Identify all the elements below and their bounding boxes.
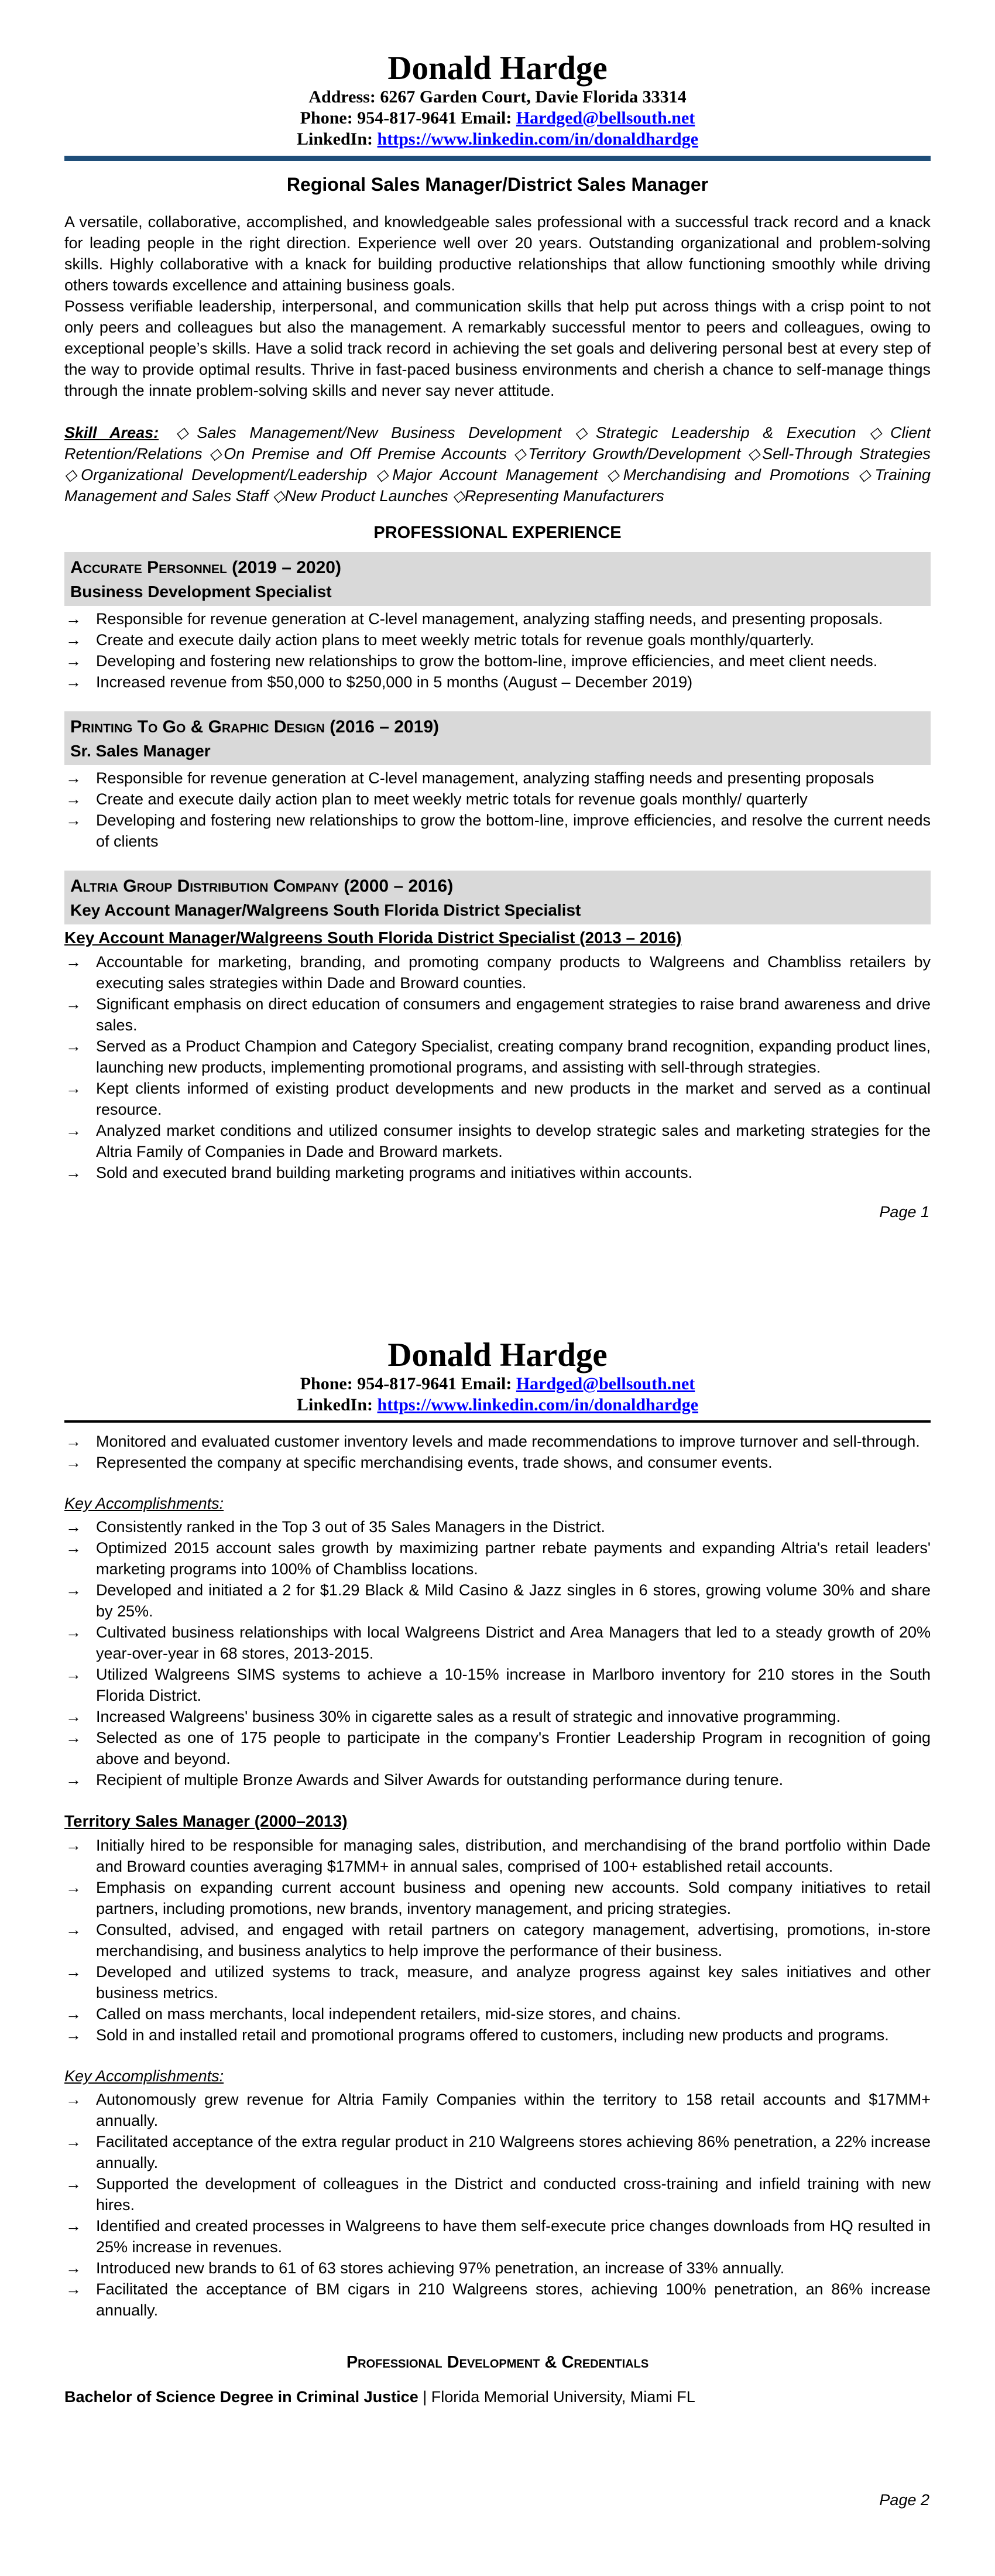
summary-paragraph-1: A versatile, collaborative, accomplished, and knowledgeable sales professional with a successful track record and a knack for leading people in the right direction. Experience well over 20 years. Outstanding organizational and problem-solving skills. Highly collaborative with a knack for building productive relationships that allow functioning smoothly while driving others towards excellence and attaining business goals. — [64, 213, 931, 294]
linkedin-line — [64, 1395, 931, 1416]
bullet-text: Responsible for revenue generation at C-level management, analyzing staffing needs, and presenting proposals. — [96, 610, 883, 628]
bullet-text: Analyzed market conditions and utilized consumer insights to develop strategic sales and marketing strategies for the Altria Family of Companies in Dade and Broward markets. — [96, 1122, 931, 1160]
bullet-item — [64, 1835, 931, 1877]
bullet-item — [64, 2173, 931, 2215]
bullet-item — [64, 2279, 931, 2321]
bullet-text: Supported the development of colleagues in the District and conducted cross-training and infield training with new hires. — [96, 2175, 931, 2214]
arrow-bullet-icon: → — [66, 1518, 81, 1536]
bullet-text: Called on mass merchants, local independent retailers, mid-size stores, and chains. — [96, 2005, 681, 2023]
page-number-label: Page 1 — [879, 1203, 929, 1221]
bullet-item — [64, 1162, 931, 1183]
job-header-shaded — [64, 871, 931, 924]
bullet-list — [64, 768, 931, 852]
header-divider-black — [64, 1420, 931, 1423]
territory-bullet-list — [64, 1835, 931, 2046]
skill-areas — [64, 422, 931, 506]
linkedin-label: LinkedIn: — [296, 129, 378, 149]
summary-paragraph-2: Possess verifiable leadership, interpersonal, and communication skills that help put across things with a crisp point to not only peers and colleagues but also the management. A remarkably successful mentor to peers and colleagues, owing to exceptional people’s skills. Have a solid track record in achieving the set goals and delivering personal best at every step of the way to provide optimal results. Thrive in fast-paced business environments and cherish a chance to self-manage things through the innate problem-solving skills and never say never attitude. — [64, 297, 931, 399]
degree-name: Bachelor of Science Degree in Criminal Justice — [64, 2388, 418, 2406]
page1-name-title: Donald Hardge — [387, 50, 608, 87]
bullet-item — [64, 2258, 931, 2279]
key-accomplishments-list-1 — [64, 1516, 931, 1790]
arrow-bullet-icon: → — [66, 1921, 81, 1938]
arrow-bullet-icon: → — [66, 1666, 81, 1683]
bullet-text: Kept clients informed of existing product developments and new products in the market and served as a continual resource. — [96, 1080, 931, 1118]
linkedin-line — [64, 129, 931, 150]
bullet-text: Facilitated acceptance of the extra regular product in 210 Walgreens stores achieving 86% penetration, a 22% increase annually. — [96, 2133, 931, 2171]
bullet-text: Served as a Product Champion and Category Specialist, creating company brand recognition, expanding product lines, launching new products, implementing promotional programs, and assisting with sell-through strategies. — [96, 1037, 931, 1076]
bullet-item — [64, 1664, 931, 1706]
bullet-text: Selected as one of 175 people to participate in the company's Frontier Leadership Program in recognition of going above and beyond. — [96, 1729, 931, 1767]
bullet-item — [64, 994, 931, 1036]
page2-contact-block — [64, 1373, 931, 1416]
bullet-text: Create and execute daily action plan to meet weekly metric totals for revenue goals monthly/ quarterly — [96, 790, 808, 808]
job-role: Sr. Sales Manager — [70, 742, 211, 760]
bullet-text: Optimized 2015 account sales growth by maximizing partner rebate payments and expanding Altria's retail leaders' marketing programs into 100% of Chambliss locations. — [96, 1539, 931, 1578]
job-role: Key Account Manager/Walgreens South Florida District Specialist — [70, 901, 581, 919]
arrow-bullet-icon: → — [66, 1708, 81, 1725]
continued-bullet-list — [64, 1431, 931, 1473]
linkedin-link[interactable]: https://www.linkedin.com/in/donaldhardge — [377, 1395, 699, 1414]
arrow-bullet-icon: → — [66, 2280, 81, 2298]
education-line — [64, 2386, 931, 2407]
bullet-text: Significant emphasis on direct education of consumers and engagement strategies to raise brand awareness and drive sales. — [96, 995, 931, 1034]
bullet-item — [64, 608, 931, 629]
key-accomplishments-label-2: Key Accomplishments: — [64, 2067, 224, 2085]
email-link[interactable]: Hardged@bellsouth.net — [516, 108, 695, 128]
bullet-text: Represented the company at specific merchandising events, trade shows, and consumer events. — [96, 1454, 773, 1471]
job-altria-group — [64, 871, 931, 1183]
bullet-item — [64, 650, 931, 672]
experience-section-header: PROFESSIONAL EXPERIENCE — [373, 523, 622, 542]
bullet-item — [64, 1961, 931, 2003]
bullet-text: Monitored and evaluated customer inventory levels and made recommendations to improve turnover and sell-through. — [96, 1433, 920, 1450]
arrow-bullet-icon: → — [66, 953, 81, 971]
page-number-label: Page 2 — [879, 2491, 929, 2509]
bullet-item — [64, 1769, 931, 1790]
bullet-item — [64, 951, 931, 994]
arrow-bullet-icon: → — [66, 652, 81, 670]
arrow-bullet-icon: → — [66, 1879, 81, 1896]
bullet-item — [64, 1877, 931, 1919]
arrow-bullet-icon: → — [66, 631, 81, 649]
bullet-item — [64, 1537, 931, 1580]
bullet-text: Cultivated business relationships with local Walgreens District and Area Managers that led to a steady growth of 20% year-over-year in 68 stores, 2013-2015. — [96, 1623, 931, 1662]
bullet-item — [64, 629, 931, 650]
arrow-bullet-icon: → — [66, 1623, 81, 1641]
phone-email-line — [64, 108, 931, 129]
linkedin-link[interactable]: https://www.linkedin.com/in/donaldhardge — [377, 129, 699, 149]
arrow-bullet-icon: → — [66, 1771, 81, 1789]
bullet-item — [64, 1580, 931, 1622]
bullet-text: Consulted, advised, and engaged with retail partners on category management, advertising, promotions, in-store merchandising, and business analytics to help improve the performance of their business. — [96, 1921, 931, 1960]
bullet-item — [64, 810, 931, 852]
job-header-shaded — [64, 711, 931, 765]
phone-email-line — [64, 1373, 931, 1395]
bullet-text: Facilitated the acceptance of BM cigars in 210 Walgreens stores, achieving 100% penetration, an 86% increase annually. — [96, 2280, 931, 2319]
bullet-item — [64, 1919, 931, 1961]
job-role: Business Development Specialist — [70, 583, 332, 601]
skill-areas-text: ◇Sales Management/New Business Development ◇Strategic Leadership & Execution ◇Client Retention/Relations ◇On Premise and Off Premise Accounts ◇Territory Growth/Development ◇Sell-Through Strategies ◇Organizational Development/Leadership ◇Major Account Management ◇Merchandising and Promotions ◇Training Management and Sales Staff ◇New Product Launches ◇Representing Manufacturers — [64, 424, 931, 505]
bullet-text: Recipient of multiple Bronze Awards and Silver Awards for outstanding performance during tenure. — [96, 1771, 784, 1789]
bullet-item — [64, 2003, 931, 2025]
arrow-bullet-icon: → — [66, 1539, 81, 1557]
bullet-text: Sold in and installed retail and promotional programs offered to customers, including new products and programs. — [96, 2026, 889, 2044]
arrow-bullet-icon: → — [66, 2005, 81, 2023]
bullet-item — [64, 1120, 931, 1162]
company-name: Altria Group Distribution Company (2000 – 2016) — [70, 876, 454, 896]
arrow-bullet-icon: → — [66, 2259, 81, 2277]
bullet-item — [64, 789, 931, 810]
bullet-text: Create and execute daily action plans to meet weekly metric totals for revenue goals monthly/quarterly. — [96, 631, 815, 649]
bullet-text: Introduced new brands to 61 of 63 stores achieving 97% penetration, an increase of 33% annually. — [96, 2259, 785, 2277]
job-printing-to-go — [64, 711, 931, 852]
bullet-text: Increased revenue from $50,000 to $250,000 in 5 months (August – December 2019) — [96, 673, 693, 691]
territory-sales-manager-title: Territory Sales Manager (2000–2013) — [64, 1812, 348, 1830]
bullet-item — [64, 1706, 931, 1727]
resume-headline: Regional Sales Manager/District Sales Manager — [286, 174, 709, 195]
skill-areas-label: Skill Areas: — [64, 424, 159, 441]
job-subrole-underlined: Key Account Manager/Walgreens South Florida District Specialist (2013 – 2016) — [64, 929, 682, 947]
arrow-bullet-icon: → — [66, 1837, 81, 1854]
arrow-bullet-icon: → — [66, 2091, 81, 2108]
bullet-list — [64, 608, 931, 693]
arrow-bullet-icon: → — [66, 1454, 81, 1471]
arrow-bullet-icon: → — [66, 2133, 81, 2150]
arrow-bullet-icon: → — [66, 2217, 81, 2235]
email-link[interactable]: Hardged@bellsouth.net — [516, 1374, 695, 1393]
bullet-list — [64, 951, 931, 1183]
bullet-text: Autonomously grew revenue for Altria Family Companies within the territory to 158 retail accounts and $17MM+ annually. — [96, 2091, 931, 2129]
bullet-text: Initially hired to be responsible for managing sales, distribution, and merchandising of the brand portfolio within Dade and Broward counties averaging $17MM+ in annual sales, comprised of 100+ established retail accounts. — [96, 1837, 931, 1875]
bullet-text: Developing and fostering new relationships to grow the bottom-line, improve efficiencies, and resolve the current needs of clients — [96, 811, 931, 850]
bullet-text: Developed and initiated a 2 for $1.29 Black & Mild Casino & Jazz singles in 6 stores, growing volume 30% and share by 25%. — [96, 1581, 931, 1620]
bullet-text: Responsible for revenue generation at C-level management, analyzing staffing needs and presenting proposals — [96, 769, 874, 787]
arrow-bullet-icon: → — [66, 1729, 81, 1746]
arrow-bullet-icon: → — [66, 1122, 81, 1139]
job-accurate-personnel — [64, 552, 931, 693]
credentials-section-header: Professional Development & Credentials — [346, 2353, 649, 2372]
resume-page-2 — [0, 1288, 995, 2576]
bullet-text: Consistently ranked in the Top 3 out of 35 Sales Managers in the District. — [96, 1518, 605, 1536]
arrow-bullet-icon: → — [66, 995, 81, 1013]
arrow-bullet-icon: → — [66, 673, 81, 691]
arrow-bullet-icon: → — [66, 769, 81, 787]
bullet-item — [64, 1078, 931, 1120]
bullet-item — [64, 1727, 931, 1769]
arrow-bullet-icon: → — [66, 1963, 81, 1981]
bullet-text: Utilized Walgreens SIMS systems to achieve a 10-15% increase in Marlboro inventory for 210 stores in the South Florida District. — [96, 1666, 931, 1704]
bullet-item — [64, 1452, 931, 1473]
company-name: Accurate Personnel (2019 – 2020) — [70, 558, 341, 577]
arrow-bullet-icon: → — [66, 1581, 81, 1599]
header-divider-navy — [64, 156, 931, 161]
bullet-text: Identified and created processes in Walgreens to have them self-execute price changes downloads from HQ resulted in 25% increase in revenues. — [96, 2217, 931, 2256]
arrow-bullet-icon: → — [66, 1080, 81, 1097]
bullet-text: Developing and fostering new relationships to grow the bottom-line, improve efficiencies, and meet client needs. — [96, 652, 878, 670]
arrow-bullet-icon: → — [66, 1037, 81, 1055]
bullet-item — [64, 768, 931, 789]
linkedin-label: LinkedIn: — [296, 1395, 378, 1414]
arrow-bullet-icon: → — [66, 811, 81, 829]
bullet-item — [64, 1516, 931, 1537]
bullet-item — [64, 672, 931, 693]
bullet-item — [64, 2089, 931, 2131]
bullet-item — [64, 2131, 931, 2173]
key-accomplishments-label-1: Key Accomplishments: — [64, 1495, 224, 1512]
arrow-bullet-icon: → — [66, 2026, 81, 2044]
arrow-bullet-icon: → — [66, 610, 81, 628]
address-line: Address: 6267 Garden Court, Davie Florida 33314 — [308, 87, 687, 107]
phone-label: Phone: 954-817-9641 Email: — [300, 1374, 516, 1393]
job-header-shaded — [64, 552, 931, 606]
bullet-text: Developed and utilized systems to track, measure, and analyze progress against key sales initiatives and other business metrics. — [96, 1963, 931, 2002]
bullet-item — [64, 1036, 931, 1078]
arrow-bullet-icon: → — [66, 790, 81, 808]
university-name: | Florida Memorial University, Miami FL — [418, 2388, 695, 2406]
arrow-bullet-icon: → — [66, 2175, 81, 2193]
bullet-text: Increased Walgreens' business 30% in cigarette sales as a result of strategic and innovative programming. — [96, 1708, 841, 1725]
page2-name-title: Donald Hardge — [387, 1337, 608, 1373]
company-name: Printing To Go & Graphic Design (2016 – 2019) — [70, 717, 440, 737]
bullet-item — [64, 2025, 931, 2046]
arrow-bullet-icon: → — [66, 1433, 81, 1450]
bullet-text: Emphasis on expanding current account business and opening new accounts. Sold company initiatives to retail partners, including promotions, new brands, inventory management, and pricing strategies. — [96, 1879, 931, 1917]
key-accomplishments-list-2 — [64, 2089, 931, 2321]
bullet-text: Sold and executed brand building marketing programs and initiatives within accounts. — [96, 1164, 693, 1181]
phone-label: Phone: 954-817-9641 Email: — [300, 108, 516, 128]
page1-contact-block — [64, 87, 931, 150]
bullet-item — [64, 2215, 931, 2258]
arrow-bullet-icon: → — [66, 1164, 81, 1181]
bullet-text: Accountable for marketing, branding, and promoting company products to Walgreens and Chambliss retailers by executing sales strategies within Dade and Broward counties. — [96, 953, 931, 992]
bullet-item — [64, 1431, 931, 1452]
bullet-item — [64, 1622, 931, 1664]
